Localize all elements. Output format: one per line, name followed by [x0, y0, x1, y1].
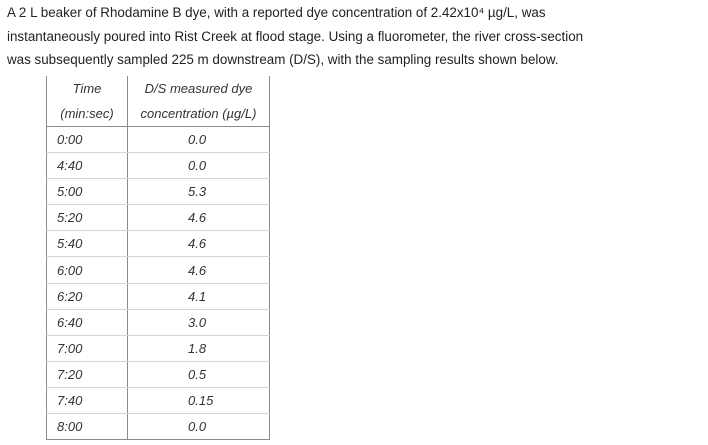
time-cell: 0:00: [47, 127, 128, 153]
table-header-row: [47, 101, 270, 127]
header-time: Time: [47, 76, 128, 101]
table-row: [47, 335, 270, 361]
concentration-cell: 0.0: [128, 127, 270, 153]
concentration-cell: 0.0: [128, 153, 270, 179]
time-cell: 7:00: [47, 335, 128, 361]
problem-statement: [7, 1, 702, 72]
problem-line-1: A 2 L beaker of Rhodamine B dye, with a reported dye concentration of 2.42x10⁴ µg/L, was: [7, 5, 546, 20]
table-row: [47, 205, 270, 231]
table-header-row: [47, 76, 270, 101]
time-cell: 6:20: [47, 283, 128, 309]
concentration-cell: 0.0: [128, 414, 270, 440]
problem-line-2: instantaneously poured into Rist Creek at flood stage. Using a fluorometer, the river cross-section: [7, 28, 584, 44]
concentration-cell: 4.6: [128, 205, 270, 231]
table-row: [47, 283, 270, 309]
concentration-cell: 4.1: [128, 283, 270, 309]
time-cell: 7:20: [47, 361, 128, 387]
table-row: [47, 127, 270, 153]
time-cell: 6:40: [47, 309, 128, 335]
table-row: [47, 179, 270, 205]
concentration-cell: 0.15: [128, 387, 270, 413]
table-row: [47, 231, 270, 257]
time-cell: 4:40: [47, 153, 128, 179]
table-body: [47, 127, 270, 440]
header-time-unit: (min:sec): [47, 101, 128, 127]
concentration-cell: 4.6: [128, 257, 270, 283]
time-cell: 5:40: [47, 231, 128, 257]
table-row: [47, 309, 270, 335]
concentration-cell: 3.0: [128, 309, 270, 335]
table-row: [47, 257, 270, 283]
table-row: [47, 414, 270, 440]
table-row: [47, 153, 270, 179]
concentration-cell: 5.3: [128, 179, 270, 205]
time-cell: 7:40: [47, 387, 128, 413]
header-concentration-unit: concentration (µg/L): [128, 101, 270, 127]
time-cell: 5:20: [47, 205, 128, 231]
sampling-results-table: [46, 76, 270, 440]
header-concentration: D/S measured dye: [128, 76, 270, 101]
concentration-cell: 4.6: [128, 231, 270, 257]
time-cell: 5:00: [47, 179, 128, 205]
problem-line-3: was subsequently sampled 225 m downstream (D/S), with the sampling results shown below.: [7, 52, 559, 67]
concentration-cell: 1.8: [128, 335, 270, 361]
time-cell: 6:00: [47, 257, 128, 283]
table-row: [47, 387, 270, 413]
concentration-cell: 0.5: [128, 361, 270, 387]
time-cell: 8:00: [47, 414, 128, 440]
table-row: [47, 361, 270, 387]
